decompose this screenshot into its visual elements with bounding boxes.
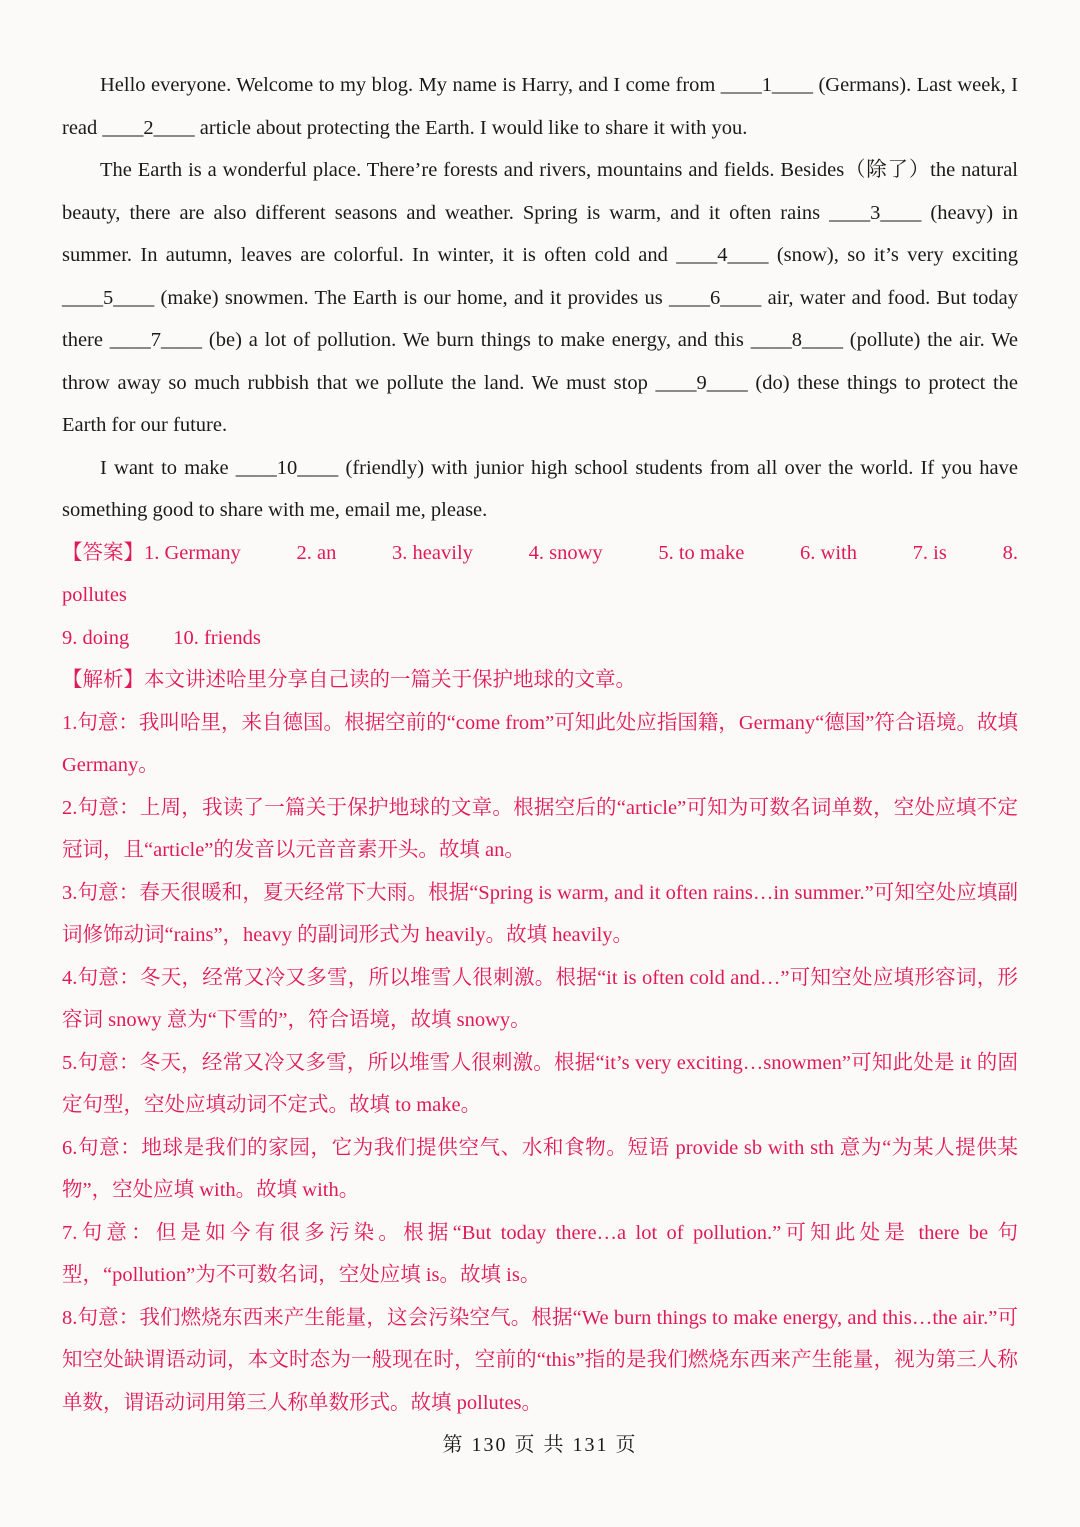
analysis-item-1: 1.句意：我叫哈里，来自德国。根据空前的“come from”可知此处应指国籍，Germany“德国”符合语境。故填 Germany。: [62, 711, 1018, 776]
page-content: [62, 64, 1018, 1424]
answer-row-3: [62, 617, 1018, 660]
passage-paragraph-1: Hello everyone. Welcome to my blog. My name is Harry, and I come from ____1____ (Germans). Last week, I read ____2____ article about protecting the Earth. I would like to share it with you.: [62, 74, 1018, 139]
analysis-item-3: 3.句意：春天很暖和，夏天经常下大雨。根据“Spring is warm, and it often rains…in summer.”可知空处应填副词修饰动词“rains”，heavy 的副词形式为 heavily。故填 heavily。: [62, 881, 1018, 946]
analysis-item-4: 4.句意：冬天，经常又冷又多雪，所以堆雪人很刺激。根据“it is often cold and…”可知空处应填形容词，形容词 snowy 意为“下雪的”，符合语境，故填 snowy。: [62, 966, 1018, 1031]
analysis-item-2: 2.句意：上周，我读了一篇关于保护地球的文章。根据空后的“article”可知为可数名词单数，空处应填不定冠词，且“article”的发音以元音音素开头。故填 an。: [62, 796, 1018, 861]
answer-item-7: 7. is: [912, 541, 947, 564]
passage-paragraph-3: I want to make ____10____ (friendly) with junior high school students from all over the world. If you have something good to share with me, email me, please.: [62, 456, 1018, 521]
answer-item-10: 10. friends: [173, 626, 261, 649]
answer-item-9: 9. doing: [62, 626, 130, 649]
analysis-item-7: 7.句意：但是如今有很多污染。根据“But today there…a lot of pollution.”可知此处是 there be 句型，“pollution”为不可数名词，空处应填 is。故填 is。: [62, 1221, 1018, 1286]
answer-item-6: 6. with: [800, 541, 857, 564]
answer-item-1: 【答案】1. Germany: [62, 541, 241, 564]
answer-item-8: 8.: [1002, 541, 1018, 564]
answer-item-2: 2. an: [296, 541, 337, 564]
answer-label: 【答案】: [62, 541, 144, 564]
answer-item-8-wrap: pollutes: [62, 584, 127, 606]
answer-item-3: 3. heavily: [392, 541, 473, 564]
analysis-item-8: 8.句意：我们燃烧东西来产生能量，这会污染空气。根据“We burn things to make energy, and this…the air.”可知空处缺谓语动词，本文时态为一般现在时，空前的“this”指的是我们燃烧东西来产生能量，视为第三人称单数，谓语动词用第三人称单数形式。故填 pollutes。: [62, 1306, 1018, 1414]
passage-paragraph-2: The Earth is a wonderful place. There’re forests and rivers, mountains and fields. Besides（除了）the natural beauty, there are also different seasons and weather. Spring is warm, and it often rains ____3____ (heavy) in summer. In autumn, leaves are colorful. In winter, it is often cold and ____4____ (snow), so it’s very exciting ____5____ (make) snowmen. The Earth is our home, and it provides us ____6____ air, water and food. But today there ____7____ (be) a lot of pollution. We burn things to make energy, and this ____8____ (pollute) the air. We throw away so much rubbish that we pollute the land. We must stop ____9____ (do) these things to protect the Earth for our future.: [62, 159, 1018, 436]
answer-item-5: 5. to make: [658, 541, 745, 564]
answer-row: [62, 532, 1018, 575]
analysis-label: 【解析】: [62, 669, 144, 691]
page-number-footer: 第 130 页 共 131 页: [442, 1434, 638, 1456]
analysis-item-6: 6.句意：地球是我们的家园，它为我们提供空气、水和食物。短语 provide sb with sth 意为“为某人提供某物”，空处应填 with。故填 with。: [62, 1136, 1018, 1201]
analysis-item-5: 5.句意：冬天，经常又冷又多雪，所以堆雪人很刺激。根据“it’s very exciting…snowmen”可知此处是 it 的固定句型，空处应填动词不定式。故填 to make。: [62, 1051, 1018, 1116]
answer-item-4: 4. snowy: [528, 541, 603, 564]
analysis-intro: 【解析】本文讲述哈里分享自己读的一篇关于保护地球的文章。: [62, 669, 636, 691]
